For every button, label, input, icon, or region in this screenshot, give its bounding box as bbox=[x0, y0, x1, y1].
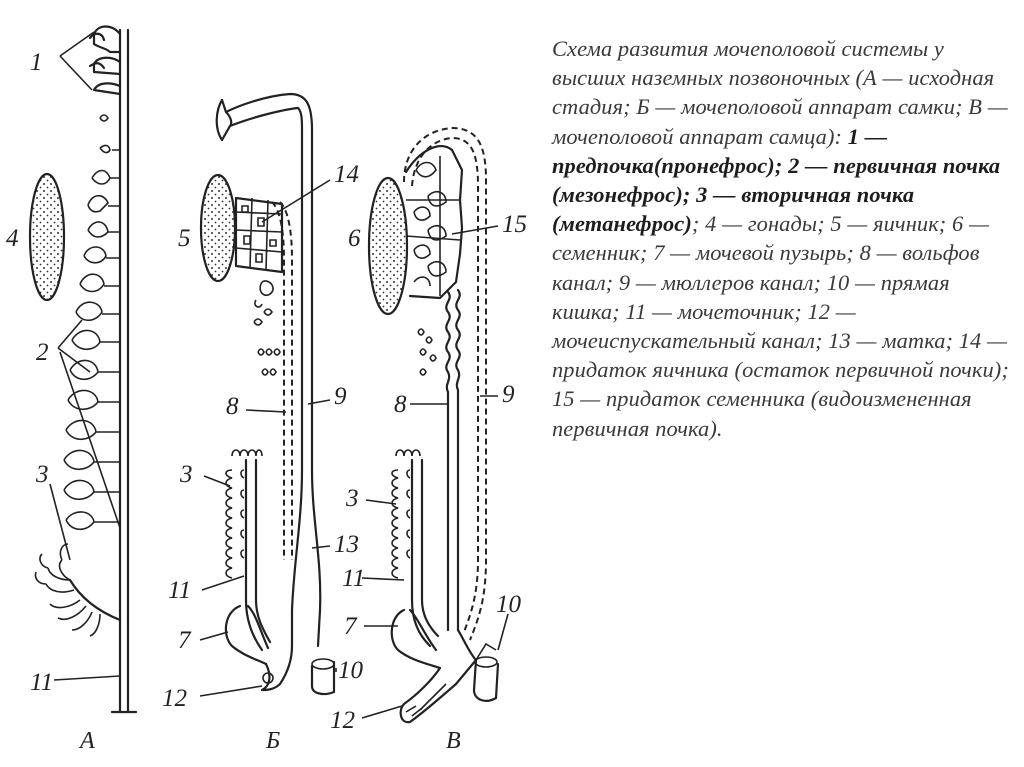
label-14: 14 bbox=[334, 161, 359, 188]
ovary-5 bbox=[201, 175, 235, 281]
panel-a-drawing bbox=[30, 27, 136, 713]
label-3: 3 bbox=[180, 461, 193, 488]
label-11: 11 bbox=[342, 565, 366, 592]
caption-kidney-stages: 1 — предпочка(пронефрос); 2 — первичная почка (мезонефрос); 3 — вторичная почка (метанефрос) bbox=[552, 123, 1001, 237]
label-5: 5 bbox=[178, 225, 191, 252]
label-11: 11 bbox=[30, 669, 54, 696]
label-2: 2 bbox=[36, 339, 49, 366]
mesonephros-tubules bbox=[64, 115, 120, 529]
label-7: 7 bbox=[178, 627, 191, 654]
caption-legend-items: ; 4 — гонады; 5 — яичник; 6 — семенник; 7 — мочевой пузырь; 8 — вольфов канал; 9 — мюллеров канал; 10 — прямая кишка; 11 — мочеточник; 12 — мочеиспускательный канал; 13 — матка; 14 — придаток яичника (остаток первичной почки); 15 — придаток семенника (видоизмененная первичная почка). bbox=[552, 211, 1009, 441]
label-8: 8 bbox=[226, 393, 239, 420]
panel-label-b: Б bbox=[266, 728, 281, 754]
panel-label-c: В bbox=[446, 728, 461, 754]
panel-b-drawing bbox=[200, 94, 336, 696]
figure-caption bbox=[552, 34, 1012, 443]
label-3: 3 bbox=[346, 485, 359, 512]
gonad-4 bbox=[30, 174, 64, 300]
label-12: 12 bbox=[330, 707, 355, 734]
label-15: 15 bbox=[502, 211, 527, 238]
metanephros-bud bbox=[35, 544, 120, 636]
caption-legend-intro: (А — исходная стадия; Б — мочеполовой аппарат самки; В — мочеполовой аппарат самца): bbox=[552, 65, 1008, 149]
label-8: 8 bbox=[394, 391, 407, 418]
label-6: 6 bbox=[348, 225, 361, 252]
label-13: 13 bbox=[334, 531, 359, 558]
pronephros-funnels bbox=[90, 27, 120, 95]
label-9: 9 bbox=[502, 381, 515, 408]
epoophoron-network bbox=[236, 198, 282, 325]
panel-c-drawing bbox=[362, 128, 508, 722]
label-9: 9 bbox=[334, 383, 347, 410]
label-12: 12 bbox=[162, 685, 187, 712]
testis-6 bbox=[369, 178, 407, 314]
label-1: 1 bbox=[30, 49, 43, 76]
panel-label-a: А bbox=[80, 728, 95, 754]
label-10: 10 bbox=[496, 591, 521, 618]
caption-title: Схема развития мочеполовой системы у высших наземных позвоночных bbox=[552, 36, 944, 91]
label-3: 3 bbox=[36, 461, 49, 488]
label-10: 10 bbox=[338, 657, 363, 684]
label-7: 7 bbox=[344, 613, 357, 640]
label-4: 4 bbox=[6, 225, 19, 252]
label-11: 11 bbox=[168, 577, 192, 604]
epididymis-network bbox=[406, 146, 462, 298]
